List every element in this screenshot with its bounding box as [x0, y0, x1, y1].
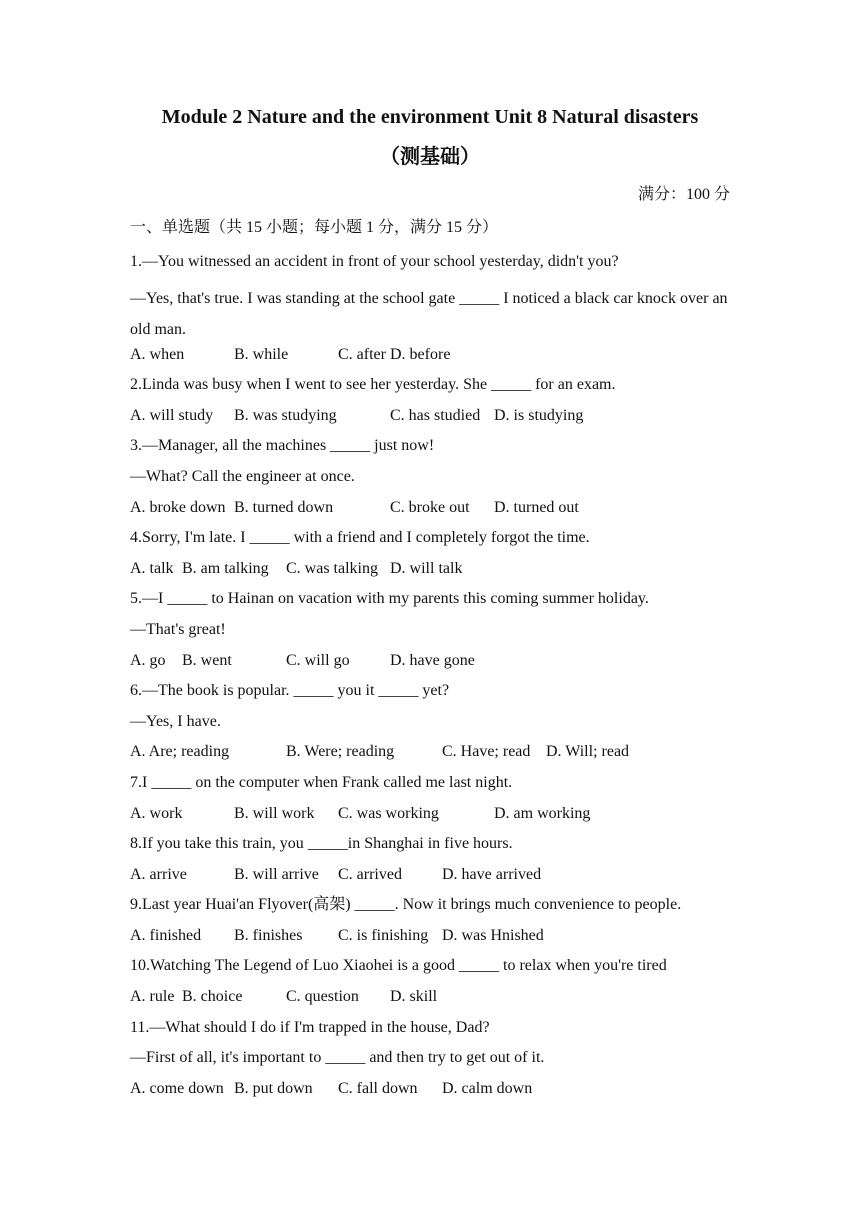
question-1	[130, 252, 740, 365]
answer-option[interactable]: C. was working	[338, 804, 439, 822]
question-10	[130, 956, 740, 1007]
question-text: —What? Call the engineer at once.	[130, 467, 355, 485]
answer-option[interactable]: B. put down	[234, 1079, 313, 1097]
answer-options	[130, 1079, 740, 1099]
answer-option[interactable]: D. turned out	[494, 498, 579, 516]
answer-options	[130, 498, 740, 518]
answer-options	[130, 865, 740, 885]
question-text: —Yes, I have.	[130, 712, 221, 730]
question-text: —That's great!	[130, 620, 226, 638]
answer-option[interactable]: D. calm down	[442, 1079, 533, 1097]
question-text: 2.Linda was busy when I went to see her yesterday. She _____ for an exam.	[130, 376, 616, 394]
document-subtitle: （测基础）	[380, 146, 480, 168]
answer-option[interactable]: B. went	[182, 651, 232, 669]
question-text: 7.I _____ on the computer when Frank called me last night.	[130, 773, 513, 791]
question-11	[130, 1018, 740, 1099]
answer-option[interactable]: C. fall down	[338, 1079, 418, 1097]
section-title: 一、单选题（共 15 小题；每小题 1 分，满分 15 分）	[130, 219, 499, 236]
answer-option[interactable]: A. finished	[130, 926, 202, 944]
question-text: —First of all, it's important to _____ and then try to get out of it.	[130, 1049, 545, 1067]
answer-option[interactable]: C. will go	[286, 651, 350, 669]
answer-option[interactable]: B. finishes	[234, 926, 303, 944]
answer-option[interactable]: A. will study	[130, 406, 214, 424]
document-title: Module 2 Nature and the environment Unit 8 Natural disasters	[161, 106, 699, 128]
answer-option[interactable]: D. will talk	[390, 559, 463, 577]
answer-option[interactable]: C. question	[286, 988, 359, 1006]
answer-option[interactable]: A. go	[130, 651, 166, 669]
answer-option[interactable]: B. was studying	[234, 406, 337, 424]
answer-options	[130, 987, 740, 1007]
question-7	[130, 773, 740, 824]
answer-option[interactable]: D. Will; read	[546, 743, 630, 761]
full-score: 满分：100 分	[637, 186, 730, 203]
answer-option[interactable]: D. have arrived	[442, 865, 542, 883]
answer-option[interactable]: B. Were; reading	[286, 743, 395, 761]
answer-options	[130, 804, 740, 824]
answer-option[interactable]: B. turned down	[234, 498, 334, 516]
answer-option[interactable]: B. will work	[234, 804, 315, 822]
answer-option[interactable]: C. arrived	[338, 865, 402, 883]
question-text: 6.—The book is popular. _____ you it _____ yet?	[130, 682, 450, 700]
question-text: 9.Last year Huai'an Flyover(高架) _____. Now it brings much convenience to people.	[130, 896, 682, 914]
answer-option[interactable]: C. has studied	[390, 406, 481, 424]
answer-option[interactable]: D. am working	[494, 804, 591, 822]
answer-option[interactable]: B. choice	[182, 988, 243, 1006]
answer-option[interactable]: C. Have; read	[442, 743, 531, 761]
question-5	[130, 589, 740, 670]
answer-options	[130, 345, 740, 365]
question-3	[130, 436, 740, 517]
question-6	[130, 681, 740, 762]
question-text: —Yes, that's true. I was standing at the school gate _____ I noticed a black car knock over an old man.	[130, 289, 728, 338]
answer-option[interactable]: A. come down	[130, 1079, 224, 1097]
question-2	[130, 375, 740, 426]
answer-option[interactable]: D. before	[390, 345, 451, 363]
answer-option[interactable]: A. talk	[130, 559, 174, 577]
answer-options	[130, 651, 740, 671]
answer-option[interactable]: C. is finishing	[338, 926, 429, 944]
answer-options	[130, 742, 740, 762]
question-text: 10.Watching The Legend of Luo Xiaohei is a good _____ to relax when you're tired	[130, 957, 667, 975]
answer-options	[130, 926, 740, 946]
question-8	[130, 834, 740, 885]
answer-option[interactable]: A. when	[130, 345, 185, 363]
answer-option[interactable]: C. was talking	[286, 559, 378, 577]
question-list	[130, 252, 740, 1109]
answer-option[interactable]: D. is studying	[494, 406, 584, 424]
answer-option[interactable]: D. have gone	[390, 651, 475, 669]
answer-options	[130, 406, 740, 426]
answer-option[interactable]: D. skill	[390, 988, 438, 1006]
answer-options	[130, 559, 740, 579]
question-9	[130, 895, 740, 946]
question-text: 8.If you take this train, you _____in Shanghai in five hours.	[130, 835, 513, 853]
answer-option[interactable]: A. broke down	[130, 498, 226, 516]
question-text: 11.—What should I do if I'm trapped in the house, Dad?	[130, 1018, 490, 1036]
answer-option[interactable]: A. rule	[130, 988, 175, 1006]
answer-option[interactable]: B. while	[234, 345, 289, 363]
answer-option[interactable]: A. arrive	[130, 865, 187, 883]
answer-option[interactable]: B. am talking	[182, 559, 269, 577]
answer-option[interactable]: A. work	[130, 804, 183, 822]
question-text: 4.Sorry, I'm late. I _____ with a friend and I completely forgot the time.	[130, 529, 590, 547]
answer-option[interactable]: C. broke out	[390, 498, 470, 516]
question-4	[130, 528, 740, 579]
question-text: 1.—You witnessed an accident in front of your school yesterday, didn't you?	[130, 253, 619, 270]
answer-option[interactable]: D. was Hnished	[442, 926, 544, 944]
answer-option[interactable]: B. will arrive	[234, 865, 319, 883]
question-text: 5.—I _____ to Hainan on vacation with my parents this coming summer holiday.	[130, 590, 649, 608]
answer-option[interactable]: A. Are; reading	[130, 743, 230, 761]
answer-option[interactable]: C. after	[338, 345, 386, 363]
question-text: 3.—Manager, all the machines _____ just now!	[130, 437, 435, 455]
